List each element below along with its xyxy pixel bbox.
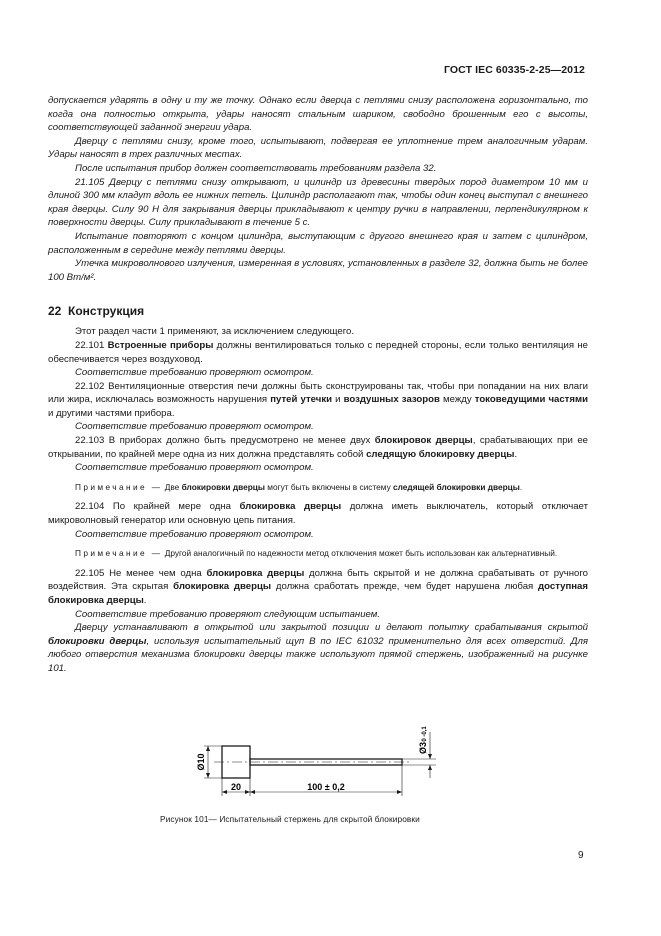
paragraph: Испытание повторяют с концом цилиндра, выступающим с другого внешнего края и затем с цилиндром, расположенным в середине между петлями дверцы. [48, 230, 588, 256]
clause-text: В приборах должно быть предусмотрено не менее двух [108, 435, 371, 447]
clause-text: , срабатывающих при ее открывании, по крайней мере одна из них должна представлять собой [48, 435, 588, 460]
clause-22-101 [48, 339, 588, 366]
section-number: 22 [48, 304, 62, 319]
note-text: Другой аналогичный по надежности метод отключения может быть использован как альтернативный. [164, 548, 558, 559]
dim-head-diameter: Ø10 [196, 753, 206, 771]
clause-22-105 [48, 567, 588, 608]
defined-term: следящую блокировку дверцы [366, 448, 515, 460]
page-number: 9 [578, 850, 584, 861]
page-content [48, 94, 588, 676]
defined-term: путей утечки [270, 394, 333, 406]
dim-rod-diameter: Ø3 [418, 741, 428, 755]
test-procedure [48, 621, 588, 675]
clause-number: 22.105 [75, 567, 105, 579]
figure-caption: Рисунок 101— Испытательный стержень для скрытой блокировки [160, 814, 420, 824]
paragraph: допускается ударять в одну и ту же точку. Однако если дверца с петлями снизу расположена горизонтально, то когда она полностью открыта, удары наносят стальным шариком, свободно брошенным его с высоты, соответствующей заданной энергии удара. [48, 95, 588, 134]
clause-22-104 [48, 500, 588, 527]
note-text: могут быть включены в систему [267, 481, 391, 492]
clause-text: и [335, 394, 341, 406]
defined-term: блокировки дверцы [48, 635, 147, 647]
clause-number: 22.103 [75, 435, 105, 447]
clause-text: между [443, 394, 472, 406]
compliance-statement: Соответствие требованию проверяют осмотром. [75, 421, 314, 433]
dim-rod-tolerance: 0 -0,1 [422, 726, 428, 742]
paragraph: Утечка микроволнового излучения, измеренная в условиях, установленных в разделе 32, должна быть не более 100 Вт/м². [48, 258, 588, 283]
paragraph: Этот раздел части 1 применяют, за исключением следующего. [75, 326, 355, 338]
note-2 [48, 547, 588, 561]
clause-text: . [514, 448, 518, 460]
compliance-statement: Соответствие требованию проверяют осмотром. [75, 367, 314, 379]
defined-term: блокировка дверцы [173, 581, 272, 593]
note-label: Примечание — [75, 548, 163, 559]
page-header: ГОСТ IEC 60335-2-25—2012 [443, 64, 585, 76]
note-text: Две [164, 481, 180, 492]
note-label: Примечание — [75, 481, 163, 492]
clause-number: 22.101 [75, 339, 105, 351]
clause-22-103 [48, 434, 588, 461]
dim-rod-length: 100 ± 0,2 [307, 782, 345, 792]
defined-term: токоведущими частями [474, 394, 588, 406]
clause-text: По крайней мере одна [112, 501, 231, 513]
defined-term: блокировки дверцы [181, 481, 265, 492]
clause-text: и другими частями прибора. [48, 407, 175, 419]
clause-text: должна иметь выключатель, который отключает микроволновый генератор или основную цепь питания. [48, 501, 588, 527]
defined-term: воздушных зазоров [343, 394, 440, 406]
section-heading [48, 297, 588, 325]
clause-text: должна быть скрытой и не должна срабатывать от ручного воздействия. Эта скрытая [48, 567, 588, 593]
paragraph: Дверцу с петлями снизу, кроме того, испытывают, подвергая ее уплотнение трем аналогичным ударам. Удары наносят в трех различных местах. [48, 135, 588, 161]
dim-head-length: 20 [230, 782, 242, 792]
defined-term: блокировок дверцы [374, 435, 473, 447]
clause-number: 22.102 [75, 380, 105, 392]
defined-term: блокировка дверцы [239, 501, 342, 513]
test-rod-drawing [190, 722, 450, 802]
compliance-statement: Соответствие требованию проверяют осмотром. [75, 462, 314, 474]
compliance-statement: Соответствие требованию проверяют следующим испытанием. [75, 608, 381, 620]
note-text: . [519, 481, 523, 492]
defined-term: Встроенные приборы [107, 339, 214, 351]
figure-101 [190, 722, 450, 802]
clause-22-102 [48, 380, 588, 421]
clause-text: должна сработать прежде, чем будет нарушена любая [275, 581, 534, 593]
defined-term: блокировка дверцы [206, 567, 305, 579]
section-title: Конструкция [68, 304, 145, 319]
paragraph: После испытания прибор должен соответствовать требованиям раздела 32. [75, 162, 437, 174]
note-1 [48, 481, 588, 495]
compliance-statement: Соответствие требованию проверяют осмотром. [75, 528, 314, 540]
paragraph: 21.105 Дверцу с петлями снизу открывают, и цилиндр из древесины твердых пород диаметром 10 мм и длиной 300 мм кладут вдоль ее нижних петель. Цилиндр располагают так, чтобы один конец выступал с внешнего края дверцы. Силу 90 Н для закрывания дверцы прикладывают к центру ручки в направлении, перпендикулярном к поверхности дверцы. Силу прикладывают в течение 5 с. [48, 176, 588, 229]
clause-text: Дверцу устанавливают в открытой или закрытой позиции и делают попытку срабатывания скрытой [75, 622, 588, 634]
clause-text: . [143, 595, 147, 606]
clause-number: 22.104 [75, 501, 105, 513]
clause-text: , используя испытательный щуп В по IEC 61032 применительно для всех отверстий. Для любого отверстия механизма блокировки дверцы также используют прямой стержень, изображенный на рисунке 101. [48, 635, 588, 674]
clause-text: должны вентилироваться только с передней стороны, если только вентиляция не обеспечивается через воздуховод. [48, 339, 588, 365]
defined-term: доступная блокировка дверцы [48, 581, 588, 606]
defined-term: следящей блокировки дверцы [393, 481, 520, 492]
clause-text: Не менее чем одна [109, 567, 202, 579]
clause-text: Вентиляционные отверстия печи должны быть сконструированы так, чтобы при попадании на них влаги или жира, исключалась возможность нарушения [48, 380, 588, 406]
